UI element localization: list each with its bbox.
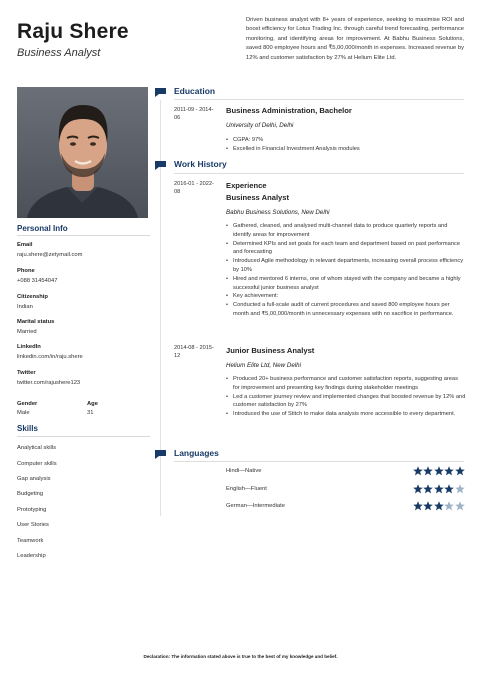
star-filled-icon bbox=[444, 484, 454, 494]
marital-status-label: Marital status bbox=[17, 319, 55, 325]
declaration-text: Declaration: The information stated above is true to the best of my knowledge and belief. bbox=[143, 654, 338, 659]
skill-item: Prototyping bbox=[17, 507, 47, 513]
star-filled-icon bbox=[434, 466, 444, 476]
star-filled-icon bbox=[455, 466, 465, 476]
email-label: Email bbox=[17, 242, 33, 248]
citizenship-value: Indian bbox=[17, 304, 33, 310]
languages-rule bbox=[174, 461, 464, 462]
skill-item: Analytical skills bbox=[17, 445, 56, 451]
education-degree: Business Administration, Bachelor bbox=[226, 106, 352, 115]
skill-item: User Stories bbox=[17, 522, 49, 528]
twitter-value: twitter.com/rajushere123 bbox=[17, 380, 81, 386]
profile-photo bbox=[17, 87, 148, 218]
job-date: 2014-08 - 2015-12 bbox=[174, 345, 214, 359]
list-item: • Led a customer journey review and implemented changes that boosted revenue by 12% and customer satisfaction by 27% bbox=[226, 393, 466, 411]
star-filled-icon bbox=[444, 466, 454, 476]
twitter-label: Twitter bbox=[17, 370, 36, 376]
list-item: • Introduced the use of Stitch to make data analysis more accessible to every department. bbox=[226, 410, 466, 419]
star-filled-icon bbox=[413, 501, 423, 511]
star-filled-icon bbox=[423, 466, 433, 476]
list-item: • CGPA: 97% bbox=[226, 136, 466, 145]
education-date: 2011-09 - 2014-06 bbox=[174, 107, 214, 121]
skill-item: Gap analysis bbox=[17, 476, 51, 482]
flag-marker-icon bbox=[155, 88, 166, 97]
star-filled-icon bbox=[423, 501, 433, 511]
job-date: 2016-01 - 2022-08 bbox=[174, 181, 214, 195]
star-empty-icon bbox=[455, 501, 465, 511]
language-rating bbox=[413, 501, 465, 511]
education-bullets bbox=[226, 136, 466, 154]
skill-item: Leadership bbox=[17, 553, 46, 559]
marital-status-value: Married bbox=[17, 329, 37, 335]
language-rating bbox=[413, 484, 465, 494]
job-title-line1: Junior Business Analyst bbox=[226, 346, 315, 355]
citizenship-label: Citizenship bbox=[17, 294, 48, 300]
education-rule bbox=[174, 99, 464, 100]
skill-item: Budgeting bbox=[17, 491, 44, 497]
skill-item: Computer skills bbox=[17, 461, 57, 467]
profile-summary: Driven business analyst with 8+ years of experience, seeking to maximise ROI and boost efficiency for Lotus Trading Inc. through careful trend forecasting, performance monitoring, and identifying areas for improvement. At Babhu Business Solutions, saved 800 employee hours and ₹5,00,000/month in expenses. Increased revenue by 12% and customer satisfaction by 27% at Helium Elite Ltd. bbox=[246, 17, 464, 61]
personal-info-heading: Personal Info bbox=[17, 224, 68, 233]
age-value: 31 bbox=[87, 410, 94, 416]
star-filled-icon bbox=[434, 501, 444, 511]
work-history-rule bbox=[174, 173, 464, 174]
candidate-title: Business Analyst bbox=[17, 47, 101, 59]
languages-heading: Languages bbox=[174, 448, 219, 458]
list-item: • Determined KPIs and set goals for each team and department based on past performance and forecasting bbox=[226, 240, 466, 258]
job-bullets bbox=[226, 222, 466, 319]
list-item: • Produced 20+ business performance and customer satisfaction reports, suggesting areas for improvement and presenting key findings during stakeholder meetings bbox=[226, 375, 466, 393]
list-item: • Hired and mentored 6 interns, one of whom stayed with the company and became a highly successful junior business analyst bbox=[226, 275, 466, 293]
star-empty-icon bbox=[444, 501, 454, 511]
skill-item: Teamwork bbox=[17, 538, 44, 544]
list-item: • Gathered, cleaned, and analysed multi-channel data to produce quarterly reports and identify areas for improvement bbox=[226, 222, 466, 240]
skills-heading: Skills bbox=[17, 424, 38, 433]
gender-label: Gender bbox=[17, 401, 38, 407]
phone-label: Phone bbox=[17, 268, 35, 274]
star-filled-icon bbox=[413, 484, 423, 494]
list-item: • Key achievement: bbox=[226, 292, 466, 301]
job-company: Babhu Business Solutions, New Delhi bbox=[226, 209, 330, 216]
personal-info-rule bbox=[17, 235, 150, 236]
language-name: German—Intermediate bbox=[226, 503, 285, 509]
language-name: Hindi—Native bbox=[226, 468, 262, 474]
flag-marker-icon bbox=[155, 450, 166, 459]
linkedin-value: linkedin.com/in/raju.shere bbox=[17, 354, 83, 360]
list-item: • Excelled in Financial Investment Analysis modules bbox=[226, 145, 466, 154]
star-filled-icon bbox=[434, 484, 444, 494]
email-value: raju.shere@zetymail.com bbox=[17, 252, 83, 258]
job-title-line1: Experience bbox=[226, 181, 267, 190]
skills-rule bbox=[17, 436, 150, 437]
star-filled-icon bbox=[423, 484, 433, 494]
language-rating bbox=[413, 466, 465, 476]
education-heading: Education bbox=[174, 86, 216, 96]
age-label: Age bbox=[87, 401, 98, 407]
star-empty-icon bbox=[455, 484, 465, 494]
list-item: • Conducted a full-scale audit of current procedures and saved 800 employee hours per month and ₹5,00,000/month in unnecessary expenses with no sacrifice in performance. bbox=[226, 301, 466, 319]
job-title-line2: Business Analyst bbox=[226, 193, 290, 202]
language-name: English—Fluent bbox=[226, 486, 267, 492]
phone-value: +088 31454047 bbox=[17, 278, 58, 284]
education-school: University of Delhi, Delhi bbox=[226, 122, 294, 129]
candidate-name: Raju Shere bbox=[17, 20, 129, 43]
gender-value: Male bbox=[17, 410, 30, 416]
flag-marker-icon bbox=[155, 161, 166, 170]
job-bullets bbox=[226, 375, 466, 419]
job-company: Helium Elite Ltd, New Delhi bbox=[226, 362, 301, 369]
star-filled-icon bbox=[413, 466, 423, 476]
work-history-heading: Work History bbox=[174, 159, 227, 169]
list-item: • Introduced Agile methodology in relevant departments, increasing overall process efficiency by 10% bbox=[226, 257, 466, 275]
linkedin-label: LinkedIn bbox=[17, 344, 41, 350]
